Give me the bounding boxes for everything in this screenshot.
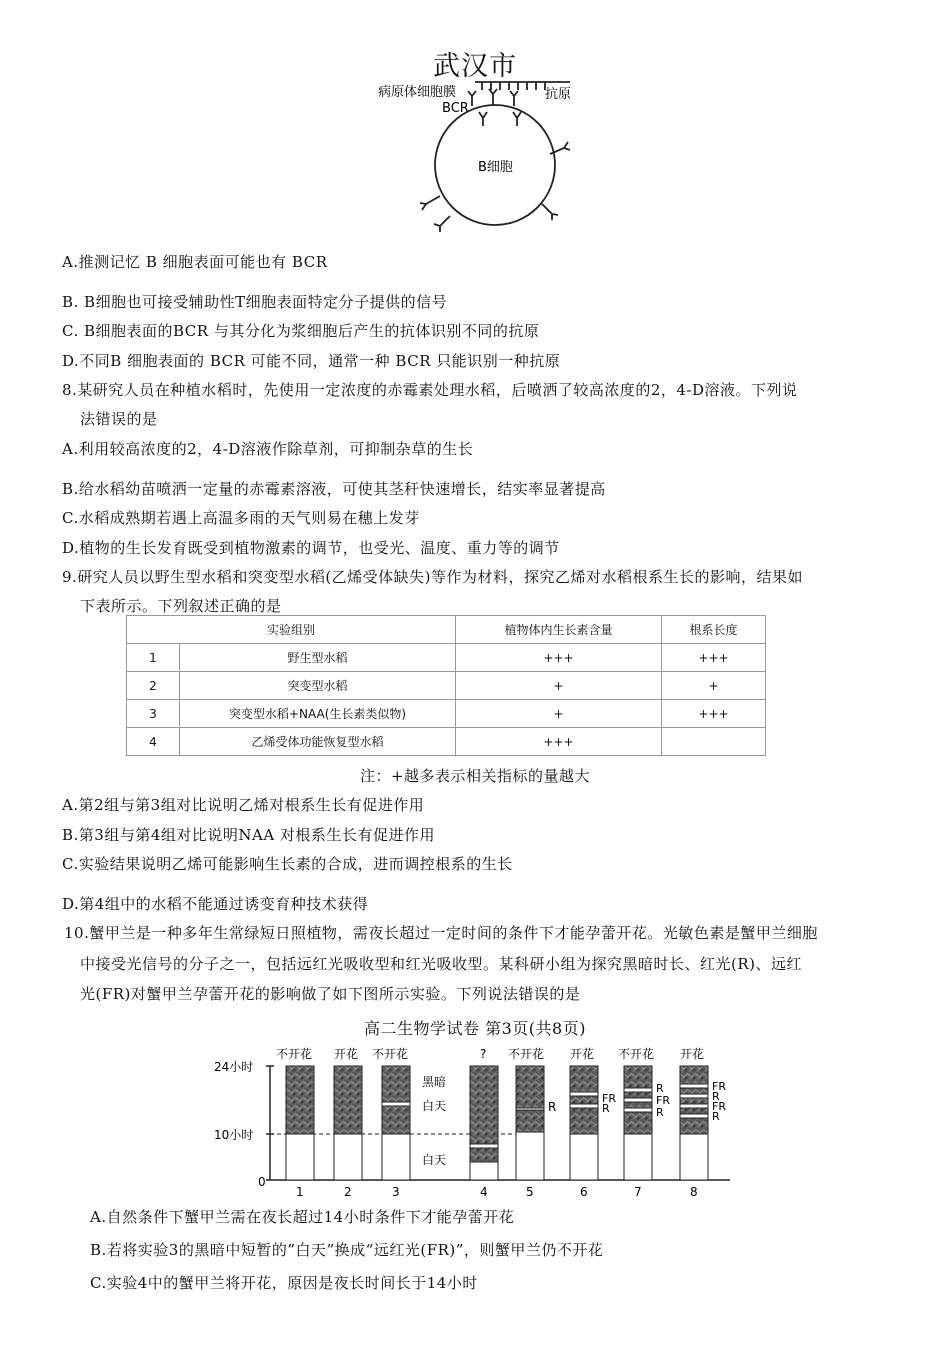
table-header: 实验组别: [127, 616, 456, 644]
bar-4-result: ?: [480, 1047, 487, 1061]
bar-7-result: 不开花: [618, 1047, 655, 1061]
table-header: 根系长度: [662, 616, 766, 644]
q8-stem-cont: 法错误的是: [80, 410, 158, 428]
q9-stem: 9.研究人员以野生型水稻和突变型水稻(乙烯受体缺失)等作为材料，探究乙烯对水稻根系生长的影响，结果如: [62, 568, 804, 586]
bar-1-num: 1: [296, 1185, 304, 1199]
page-footer: 高二生物学试卷 第3页(共8页): [364, 1019, 586, 1038]
bar-6-num: 6: [580, 1185, 588, 1199]
table-row: [127, 728, 766, 756]
table-cell: +++: [456, 644, 662, 672]
q7-option-a: A.推测记忆 B 细胞表面可能也有 BCR: [62, 253, 328, 271]
bar-7: [624, 1066, 652, 1180]
bar-2: [334, 1066, 362, 1180]
bar-1: [286, 1066, 314, 1180]
table-cell: 乙烯受体功能恢复型水稻: [180, 728, 456, 756]
table-row: [127, 644, 766, 672]
light-mark: R: [656, 1106, 664, 1119]
bar-7-num: 7: [634, 1185, 642, 1199]
table-header-row: [127, 616, 766, 644]
bar-1-result: 不开花: [276, 1047, 313, 1061]
light-mark: FR: [602, 1092, 616, 1105]
q10-option-a: A.自然条件下蟹甲兰需在夜长超过14小时条件下才能孕蕾开花: [90, 1208, 515, 1226]
q8-option-d: D.植物的生长发育既受到植物激素的调节，也受光、温度、重力等的调节: [62, 539, 560, 557]
bar-4: [470, 1066, 498, 1180]
light-mark: R: [712, 1110, 720, 1123]
q10-stem: 10.蟹甲兰是一种多年生常绿短日照植物，需夜长超过一定时间的条件下才能孕蕾开花。光敏色素是蟹甲兰细胞: [64, 924, 818, 942]
b-cell-figure: [360, 76, 590, 236]
bcr-label: BCR: [442, 101, 469, 116]
light-mark: R: [602, 1102, 610, 1115]
q9-option-a: A.第2组与第3组对比说明乙烯对根系生长有促进作用: [62, 796, 425, 814]
q8-stem: 8.某研究人员在种植水稻时，先使用一定浓度的赤霉素处理水稻，后喷洒了较高浓度的2，4-D溶液。下列说: [62, 381, 798, 399]
bar-2-result: 开花: [334, 1047, 359, 1061]
q9-option-c: C.实验结果说明乙烯可能影响生长素的合成，进而调控根系的生长: [62, 855, 513, 873]
table-cell: +++: [662, 700, 766, 728]
light-mark: FR: [656, 1094, 670, 1107]
table-cell: +++: [662, 644, 766, 672]
bar-6-result: 开花: [570, 1047, 595, 1061]
y-label-24h: 24小时: [214, 1060, 254, 1074]
legend-dark: 黑暗: [422, 1075, 447, 1089]
b-cell-label: B细胞: [478, 160, 513, 175]
bar-3: [382, 1066, 410, 1180]
q7-option-d: D.不同B 细胞表面的 BCR 可能不同，通常一种 BCR 只能识别一种抗原: [62, 352, 561, 370]
bar-2-num: 2: [344, 1185, 352, 1199]
q8-option-c: C.水稻成熟期若遇上高温多雨的天气则易在穗上发芽: [62, 509, 420, 527]
q9-option-b: B.第3组与第4组对比说明NAA 对根系生长有促进作用: [62, 826, 435, 844]
q10-stem-cont: 中接受光信号的分子之一，包括远红光吸收型和红光吸收型。某科研小组为探究黑暗时长、红光(R)、远红: [80, 955, 803, 973]
q10-option-b: B.若将实验3的黑暗中短暂的”白天”换成“远红光(FR)”，则蟹甲兰仍不开花: [90, 1241, 604, 1259]
table-cell: +: [456, 672, 662, 700]
light-mark: R: [656, 1082, 664, 1095]
membrane-label: 病原体细胞膜: [378, 85, 457, 100]
flowering-figure: [200, 1040, 760, 1200]
q9-option-d: D.第4组中的水稻不能通过诱变育种技术获得: [62, 895, 369, 913]
bar-5-result: 不开花: [508, 1047, 545, 1061]
bar-8-result: 开花: [680, 1047, 705, 1061]
antigen-label: 抗原: [545, 87, 572, 102]
table-note: 注：+越多表示相关指标的量越大: [359, 767, 591, 785]
table-cell: 3: [127, 700, 180, 728]
bar-8: [680, 1066, 708, 1180]
bar-4-num: 4: [480, 1185, 488, 1199]
table-cell: +: [456, 700, 662, 728]
table-row: [127, 672, 766, 700]
bar-3-num: 3: [392, 1185, 400, 1199]
bar-5: [516, 1066, 544, 1180]
table-cell: 突变型水稻+NAA(生长素类似物): [180, 700, 456, 728]
bar-8-num: 8: [690, 1185, 698, 1199]
table-cell: 2: [127, 672, 180, 700]
legend-day: 白天: [422, 1153, 447, 1167]
q10-option-c: C.实验4中的蟹甲兰将开花，原因是夜长时间长于14小时: [90, 1274, 478, 1292]
bar-6: [570, 1066, 598, 1180]
legend-day: 白天: [422, 1099, 447, 1113]
q7-option-c: C. B细胞表面的BCR 与其分化为浆细胞后产生的抗体识别不同的抗原: [62, 322, 540, 340]
table-cell: 突变型水稻: [180, 672, 456, 700]
light-mark: R: [548, 1100, 557, 1114]
table-cell: +: [662, 672, 766, 700]
table-header: 植物体内生长素含量: [456, 616, 662, 644]
y-label-0: 0: [258, 1175, 266, 1189]
q9-stem-cont: 下表所示。下列叙述正确的是: [80, 597, 282, 615]
q10-stem-cont2: 光(FR)对蟹甲兰孕蕾开花的影响做了如下图所示实验。下列说法错误的是: [80, 985, 581, 1003]
table-cell: 野生型水稻: [180, 644, 456, 672]
q8-option-b: B.给水稻幼苗喷洒一定量的赤霉素溶液，可使其茎秆快速增长，结实率显著提高: [62, 480, 606, 498]
y-label-10h: 10小时: [214, 1128, 254, 1142]
bar-3-result: 不开花: [372, 1047, 409, 1061]
page-title: 武汉市: [433, 51, 517, 82]
q8-option-a: A.利用较高浓度的2，4-D溶液作除草剂，可抑制杂草的生长: [62, 440, 474, 458]
bar-5-num: 5: [526, 1185, 534, 1199]
light-mark: FR: [712, 1100, 726, 1113]
table-row: [127, 700, 766, 728]
light-mark: R: [712, 1090, 720, 1103]
table-cell: 1: [127, 644, 180, 672]
table-cell: +++: [456, 728, 662, 756]
experiment-table: [126, 615, 766, 756]
table-cell: [662, 728, 766, 756]
q7-option-b: B. B细胞也可接受辅助性T细胞表面特定分子提供的信号: [62, 293, 448, 311]
table-cell: 4: [127, 728, 180, 756]
light-mark: FR: [712, 1080, 726, 1093]
